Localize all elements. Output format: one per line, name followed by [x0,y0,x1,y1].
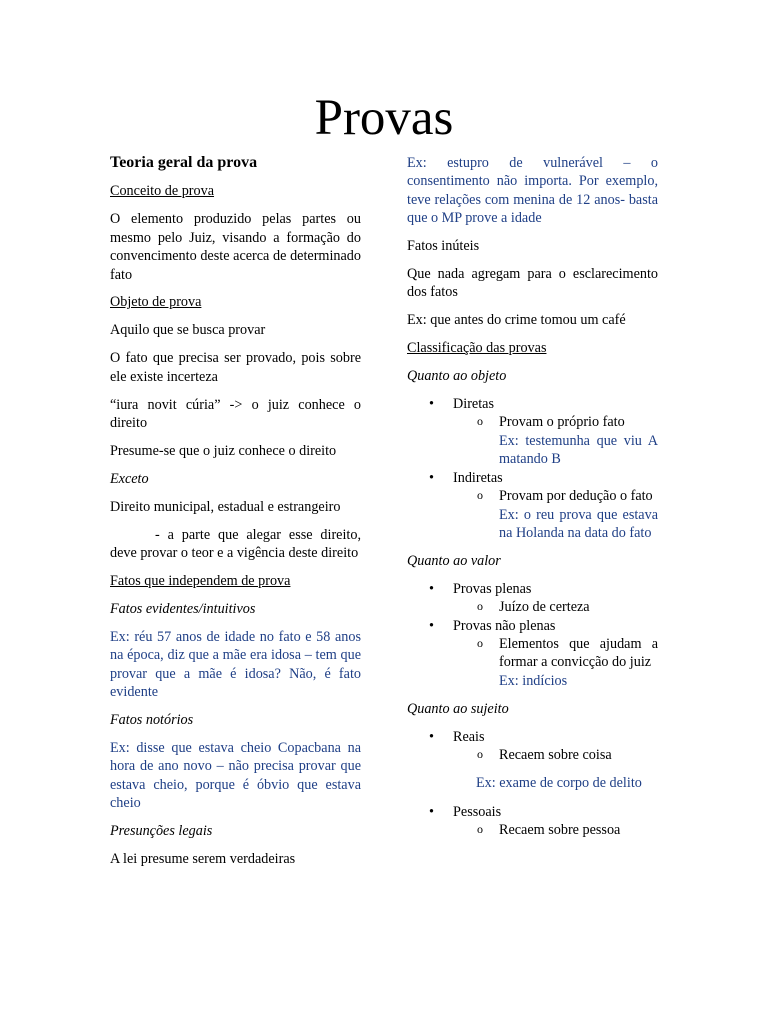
subheading-classificacao: Classificação das provas [407,340,547,357]
example-estupro: Ex: estupro de vulnerável – o consentimento não importa. Por exemplo, teve relações com menina de 12 anos- basta que o MP prove a idade [407,155,658,227]
bullet-list-objeto [407,395,658,542]
italic-label-presuncoes: Presunções legais [110,822,213,839]
paragraph: Presume-se que o juiz conhece o direito [110,442,337,459]
list-item: o Recaem sobre pessoa [453,821,658,839]
example-corpo-delito: Ex: exame de corpo de delito [476,775,642,792]
list-item: • Indiretas o Provam por dedução o fato Ex: o reu prova que estava na Holanda na data do fato [407,469,658,543]
paragraph: Direito municipal, estadual e estrangeiro [110,498,341,515]
italic-label-notorios: Fatos notórios [110,711,194,728]
list-item: • Provas não plenas o Elementos que ajudam a formar a convicção do juiz Ex: indícios [407,617,658,691]
subheading-conceito: Conceito de prova [110,183,215,200]
subheading-objeto: Objeto de prova [110,294,202,311]
example-evidentes: Ex: réu 57 anos de idade no fato e 58 anos na época, diz que a mãe era idosa – tem que provar que a mãe é idosa? Não, é fato evidente [110,628,361,700]
paragraph: “iura novit cúria” -> o juiz conhece o direito [110,396,361,431]
right-column [407,154,658,849]
bullet-list-pessoais [407,803,658,840]
section-heading: Teoria geral da prova [110,154,258,171]
list-item: o Provam por dedução o fato Ex: o reu prova que estava na Holanda na data do fato [453,487,658,542]
paragraph: O fato que precisa ser provado, pois sobre ele existe incerteza [110,350,361,385]
paragraph: Ex: que antes do crime tomou um café [407,312,626,329]
example-text: Ex: o reu prova que estava na Holanda na data do fato [499,506,658,541]
italic-label-objeto: Quanto ao objeto [407,368,507,385]
list-item: o Elementos que ajudam a formar a convicção do juiz Ex: indícios [453,635,658,690]
list-item: • Pessoais o Recaem sobre pessoa [407,803,658,840]
paragraph: A lei presume serem verdadeiras [110,850,296,867]
example-text: Ex: indícios [499,672,568,689]
paragraph: Que nada agregam para o esclarecimento dos fatos [407,266,658,301]
list-item: • Diretas o Provam o próprio fato Ex: testemunha que viu A matando B [407,395,658,469]
italic-label-evidentes: Fatos evidentes/intuitivos [110,600,256,617]
label-inuteis: Fatos inúteis [407,238,480,255]
page-title: Provas [314,90,454,146]
list-item: o Provam o próprio fato Ex: testemunha que viu A matando B [453,413,658,468]
italic-label-valor: Quanto ao valor [407,552,501,569]
paragraph-conceito: O elemento produzido pelas partes ou mesmo pelo Juiz, visando a formação do convencimento deste acerca de determinado fato [110,211,361,283]
paragraph: Aquilo que se busca provar [110,322,266,339]
italic-label-sujeito: Quanto ao sujeito [407,700,509,717]
left-column [110,154,361,878]
example-notorios: Ex: disse que estava cheio Copacbana na hora de ano novo – não precisa provar que estava cheio, porque é óbvio que estava cheio [110,739,361,811]
paragraph-indented: - a parte que alegar esse direito, deve provar o teor e a vigência deste direito [110,526,361,561]
bullet-list-valor [407,580,658,690]
italic-label-exceto: Exceto [110,470,149,487]
list-item: • Reais o Recaem sobre coisa [407,728,658,765]
list-item: • Provas plenas o Juízo de certeza [407,580,658,617]
bullet-list-sujeito [407,728,658,765]
subheading-independem: Fatos que independem de prova [110,572,291,589]
list-item: o Juízo de certeza [453,598,658,616]
example-text: Ex: testemunha que viu A matando B [499,432,658,468]
list-item: o Recaem sobre coisa [453,746,658,764]
